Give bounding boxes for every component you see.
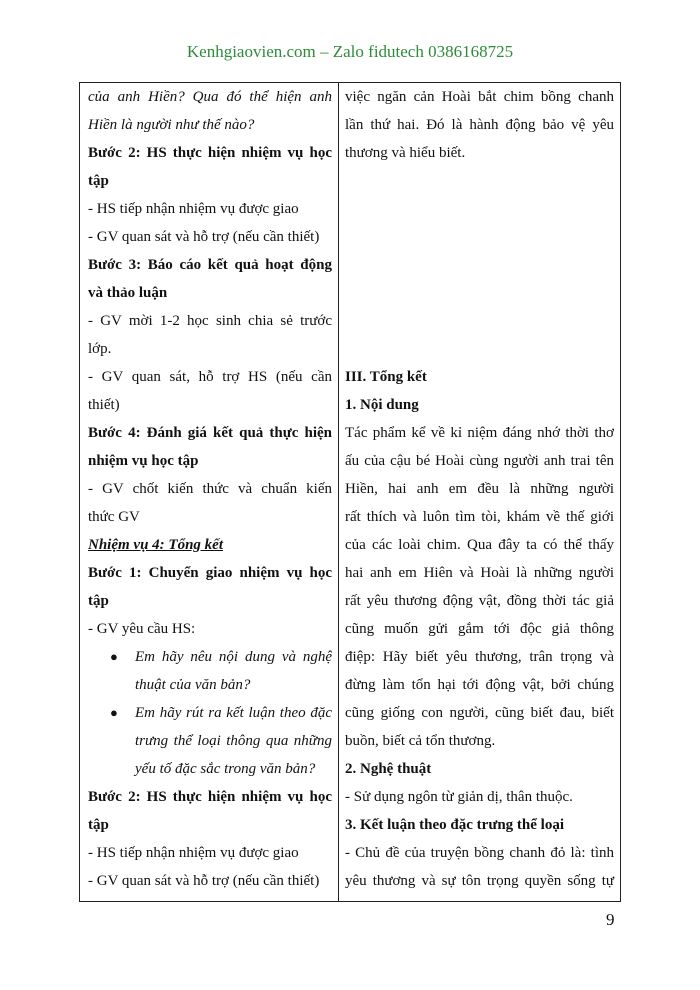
product-column bbox=[339, 83, 620, 901]
step-heading: Bước 2: HS thực hiện nhiệm vụ học bbox=[88, 789, 332, 805]
section-title: III. Tổng kết bbox=[345, 369, 427, 385]
section-title: 2. Nghệ thuật bbox=[345, 761, 432, 777]
text-line: Hiền, hai anh em đều là những người bbox=[345, 481, 614, 497]
text-line: - GV chốt kiến thức và chuẩn kiến bbox=[88, 481, 332, 497]
step-heading: Bước 1: Chuyển giao nhiệm vụ học bbox=[88, 565, 332, 581]
text-line: cũng muốn gửi gắm tới độc giả thông bbox=[345, 621, 614, 637]
section-title: 3. Kết luận theo đặc trưng thể loại bbox=[345, 817, 564, 833]
text-line: - GV quan sát, hỗ trợ HS (nếu cần bbox=[88, 369, 332, 385]
text-line: ấu của cậu bé Hoài cùng người anh trai tên bbox=[345, 453, 614, 469]
text-line: rất yêu thương động vật, đồng thời tác giả bbox=[345, 593, 614, 609]
text-line: Tác phẩm kể về kỉ niệm đáng nhớ thời thơ bbox=[345, 425, 614, 441]
task-heading: Nhiệm vụ 4: Tổng kết bbox=[88, 537, 223, 553]
text-line: việc ngăn cản Hoài bắt chim bồng chanh bbox=[345, 89, 614, 105]
text-line: điệp: Hãy biết yêu thương, trân trọng và bbox=[345, 649, 614, 665]
text-line: - HS tiếp nhận nhiệm vụ được giao bbox=[88, 845, 299, 861]
step-heading: tập bbox=[88, 817, 109, 833]
page-number: 9 bbox=[606, 910, 615, 929]
lesson-table bbox=[79, 82, 621, 902]
text-line: - GV quan sát và hỗ trợ (nếu cần thiết) bbox=[88, 873, 320, 889]
text-line: lớp. bbox=[88, 341, 112, 357]
text-line: hai anh em Hiên và Hoài là những người bbox=[345, 565, 614, 581]
text-line: buồn, biết cả tổn thương. bbox=[345, 733, 496, 749]
text-line: cũng giống con người, cũng biết đau, biết bbox=[345, 705, 614, 721]
question-line: Hiền là người như thế nào? bbox=[88, 117, 255, 133]
text-line: - GV quan sát và hỗ trợ (nếu cần thiết) bbox=[88, 229, 320, 245]
step-heading: và thảo luận bbox=[88, 285, 168, 301]
section-title: 1. Nội dung bbox=[345, 397, 419, 413]
question-line: của anh Hiền? Qua đó thể hiện anh bbox=[88, 89, 332, 105]
text-line: - Sử dụng ngôn từ giản dị, thân thuộc. bbox=[345, 789, 573, 805]
page-header[interactable]: Kenhgiaovien.com – Zalo fidutech 0386168725 bbox=[186, 42, 514, 61]
bullet-dot-icon: ● bbox=[110, 705, 118, 720]
text-line: thương và hiểu biết. bbox=[345, 145, 466, 161]
text-line: - HS tiếp nhận nhiệm vụ được giao bbox=[88, 201, 299, 217]
activity-column bbox=[80, 83, 339, 901]
text-line: của các loài chim. Qua đây ta có thể thấy bbox=[345, 537, 614, 553]
text-line: thức GV bbox=[88, 509, 140, 525]
text-line: - GV mời 1-2 học sinh chia sẻ trước bbox=[88, 313, 332, 329]
step-heading: tập bbox=[88, 593, 109, 609]
bullet-item: ● Em hãy nêu nội dung và nghệ thuật của văn bản? bbox=[88, 643, 332, 699]
text-line: - GV yêu cầu HS: bbox=[88, 621, 196, 637]
step-heading: tập bbox=[88, 173, 109, 189]
step-heading: nhiệm vụ học tập bbox=[88, 453, 199, 469]
text-line: yêu thương và sự tôn trọng quyền sống tự bbox=[345, 873, 614, 889]
step-heading: Bước 2: HS thực hiện nhiệm vụ học bbox=[88, 145, 332, 161]
bullet-item: ● Em hãy rút ra kết luận theo đặc trưng thể loại thông qua những yếu tố đặc sắc trong văn bản? bbox=[88, 699, 332, 783]
text-line: đừng làm tổn hại tới động vật, bởi chúng bbox=[345, 677, 614, 693]
bullet-dot-icon: ● bbox=[110, 649, 118, 664]
text-line: lần thứ hai. Đó là hành động bảo vệ yêu bbox=[345, 117, 614, 133]
text-line: - Chủ đề của truyện bồng chanh đỏ là: tình bbox=[345, 845, 614, 861]
text-line: rất thích và luôn tìm tòi, khám về thế giới bbox=[345, 509, 614, 525]
text-line: thiết) bbox=[88, 397, 120, 413]
step-heading: Bước 4: Đánh giá kết quả thực hiện bbox=[88, 425, 332, 441]
step-heading: Bước 3: Báo cáo kết quả hoạt động bbox=[88, 257, 332, 273]
